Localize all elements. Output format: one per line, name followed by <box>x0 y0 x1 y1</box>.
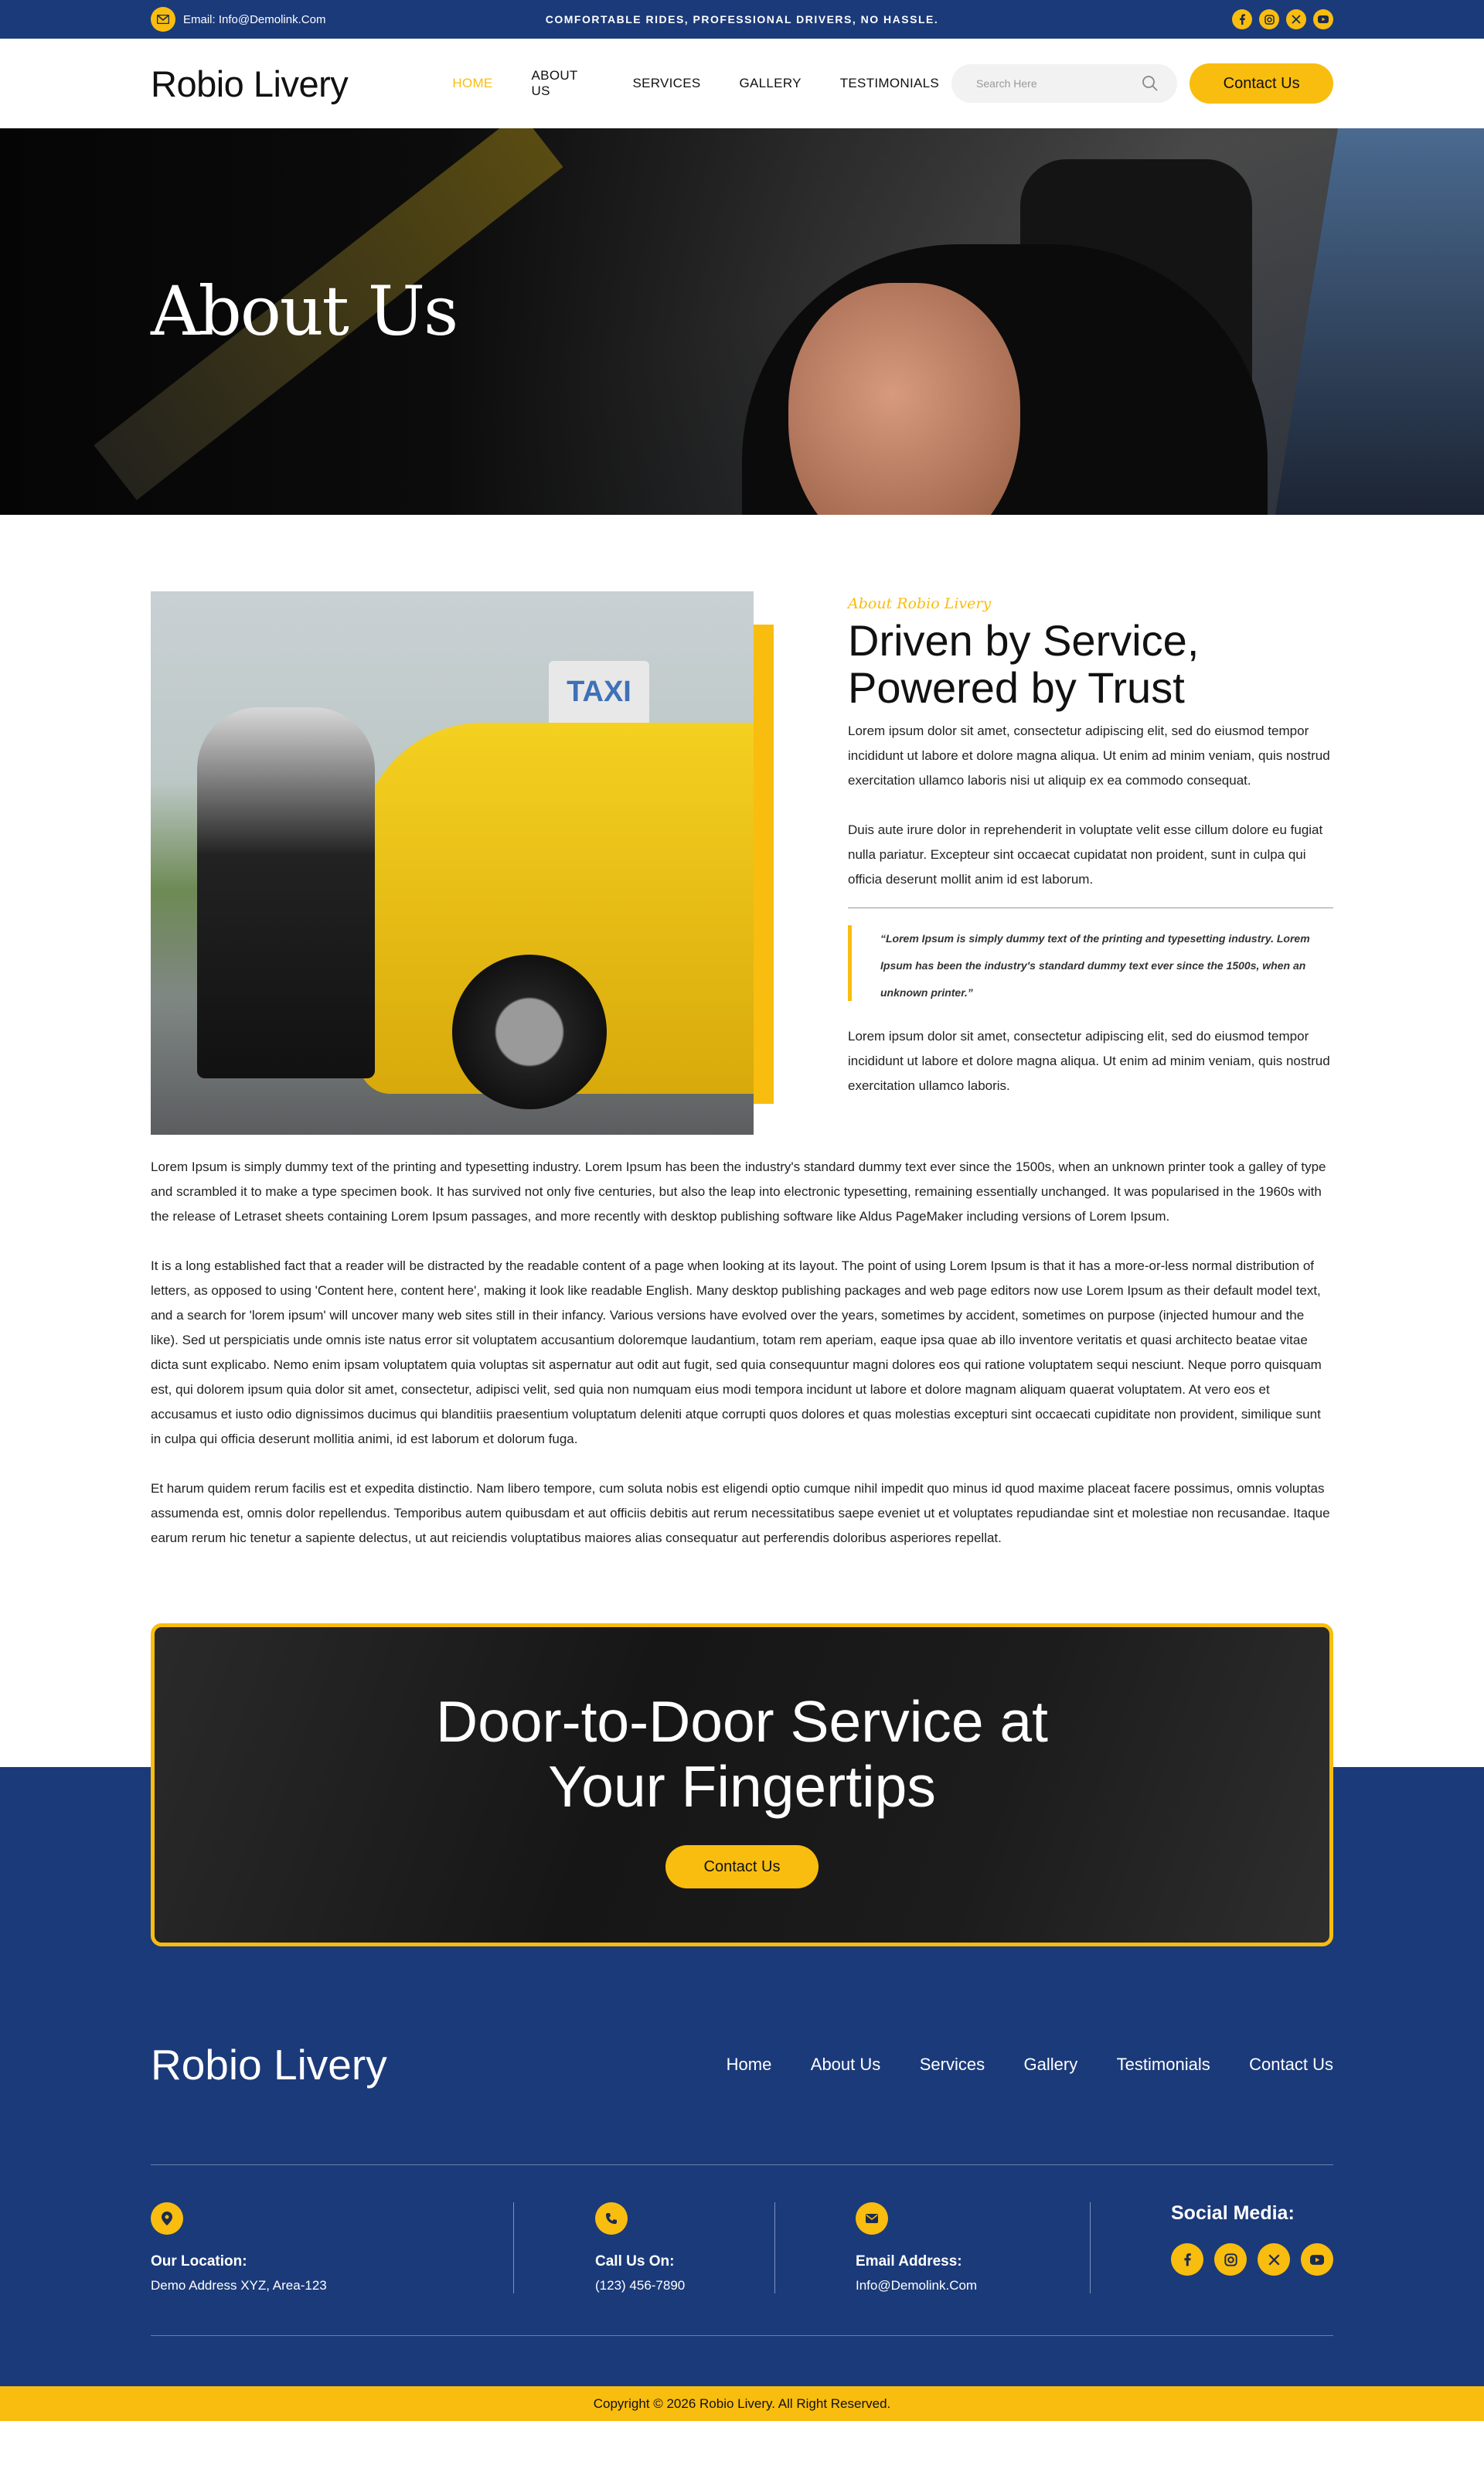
footer-email-value[interactable]: Info@Demolink.Com <box>856 2278 978 2293</box>
about-paragraph-3: Lorem ipsum dolor sit amet, consectetur adipiscing elit, sed do eiusmod tempor incididunt ut labore et dolore magna aliqua. Ut enim ad minim veniam, quis nostrud exercitation ullamco laboris. <box>848 1029 1330 1093</box>
about-long-paragraph-2: It is a long established fact that a reader will be distracted by the readable content of a page when looking at its layout. The point of using Lorem Ipsum is that it has a more-or-less normal distribution of letters, as opposed to using 'Content here, content here', making it look like readable English. Many desktop publishing packages and web page editors now use Lorem Ipsum as their default model text, and a search for 'lorem ipsum' will uncover many web sites still in their infancy. Various versions have evolved over the years, sometimes by accident, sometimes on purpose (injected humour and the like). Sed ut perspiciatis unde omnis iste natus error sit voluptatem accusantium doloremque laudantium, totam rem aperiam, eaque ipsa quae ab illo inventore veritatis et quasi architecto beatae vitae dicta sunt explicabo. Nemo enim ipsam voluptatem quia voluptas sit aspernatur aut odit aut fugit, sed quia consequuntur magni dolores eos qui ratione voluptatem sequi nesciunt. Neque porro quisquam est, qui dolorem ipsum quia dolor sit amet, consectetur, adipisci velit, sed quia non numquam eius modi tempora incidunt ut labore et dolore magnam aliquam quaerat voluptatem. At vero eos et accusamus et iusto odio dignissimos ducimus qui blanditiis praesentium voluptatum deleniti atque corrupti quos dolores et quas molestias excepturi sint occaecati cupiditate non provident, similique sunt in culpa qui officia deserunt mollitia animi, id est laborum et dolorum fuga. <box>151 1258 1322 1446</box>
nav-services[interactable]: SERVICES <box>632 76 701 90</box>
main-nav <box>452 68 978 99</box>
footer-nav-about-us[interactable]: About Us <box>810 2055 881 2074</box>
footer-nav-gallery[interactable]: Gallery <box>1023 2055 1078 2074</box>
cta-title-line-2: Your Fingertips <box>548 1754 936 1819</box>
taxi-roof-sign: TAXI <box>549 661 649 723</box>
footer-nav <box>691 2055 1333 2075</box>
footer-logo[interactable]: Robio Livery <box>151 2041 387 2089</box>
nav-gallery[interactable]: GALLERY <box>739 76 802 90</box>
footer-email-title: Email Address: <box>856 2253 962 2270</box>
search-box <box>951 64 1177 103</box>
nav-about-us[interactable]: ABOUT US <box>531 68 578 98</box>
footer-nav-testimonials[interactable]: Testimonials <box>1116 2055 1210 2074</box>
footer-email <box>775 2202 1090 2293</box>
cta-section <box>0 1623 1484 2007</box>
youtube-icon[interactable] <box>1301 2243 1333 2276</box>
hero-title: About Us <box>151 271 458 351</box>
cta-title-line-1: Door-to-Door Service at <box>436 1689 1048 1754</box>
about-heading: Driven by Service, Powered by Trust <box>848 616 1200 712</box>
about-image-accent-bar <box>753 625 774 1104</box>
cta-box <box>151 1623 1333 1946</box>
topbar-email[interactable] <box>151 7 460 32</box>
footer-location-value: Demo Address XYZ, Area-123 <box>151 2278 327 2293</box>
hero-bg-window <box>1275 128 1484 515</box>
passengers-shape <box>197 707 375 1078</box>
footer-info-row <box>151 2165 1333 2335</box>
facebook-icon[interactable] <box>1171 2243 1203 2276</box>
cta-contact-button[interactable]: Contact Us <box>665 1845 819 1888</box>
topbar-tagline: COMFORTABLE RIDES, PROFESSIONAL DRIVERS, NO HASSLE. <box>545 13 939 26</box>
footer-location-title: Our Location: <box>151 2253 247 2270</box>
footer-social-links <box>1171 2243 1333 2276</box>
site-logo[interactable]: Robio Livery <box>151 63 349 104</box>
topbar-social-links <box>1024 9 1333 29</box>
taxi-wheel-shape <box>452 955 607 1109</box>
envelope-icon <box>151 7 175 32</box>
about-image-wrap <box>151 591 776 1135</box>
about-text-column <box>848 591 1333 1135</box>
about-paragraph-1: Lorem ipsum dolor sit amet, consectetur adipiscing elit, sed do eiusmod tempor incididunt ut labore et dolore magna aliqua. Ut enim ad minim veniam, quis nostrud exercitation ullamco laboris nisi ut aliquip ex ea commodo consequat. <box>848 724 1330 788</box>
facebook-icon[interactable] <box>1232 9 1252 29</box>
footer-nav-home[interactable]: Home <box>726 2055 772 2074</box>
nav-home[interactable]: HOME <box>452 76 493 90</box>
site-header <box>0 39 1484 128</box>
footer-phone-value[interactable]: (123) 456-7890 <box>595 2278 686 2293</box>
youtube-icon[interactable] <box>1313 9 1333 29</box>
cta-title <box>155 1689 1329 1819</box>
footer-phone-title: Call Us On: <box>595 2253 675 2270</box>
site-footer <box>0 2007 1484 2421</box>
x-icon[interactable] <box>1258 2243 1290 2276</box>
search-icon[interactable] <box>1142 75 1159 92</box>
footer-nav-services[interactable]: Services <box>919 2055 985 2074</box>
topbar-email-text: Email: Info@Demolink.Com <box>183 12 326 26</box>
top-bar <box>0 0 1484 39</box>
copyright-bar: Copyright © 2026 Robio Livery. All Right Reserved. <box>0 2386 1484 2421</box>
about-divider <box>848 907 1333 908</box>
about-paragraph-2: Duis aute irure dolor in reprehenderit in voluptate velit esse cillum dolore eu fugiat nulla pariatur. Excepteur sint occaecat cupidatat non proident, sunt in culpa qui officia deserunt mollit anim id est laborum. <box>848 822 1323 887</box>
x-icon[interactable] <box>1286 9 1306 29</box>
search-input[interactable] <box>976 77 1142 90</box>
header-contact-button[interactable]: Contact Us <box>1190 63 1333 104</box>
phone-icon <box>595 2202 628 2235</box>
instagram-icon[interactable] <box>1214 2243 1247 2276</box>
instagram-icon[interactable] <box>1259 9 1279 29</box>
envelope-icon <box>856 2202 888 2235</box>
footer-nav-contact-us[interactable]: Contact Us <box>1249 2055 1333 2074</box>
footer-social <box>1091 2202 1333 2276</box>
footer-location <box>151 2202 513 2293</box>
hero-driver-face <box>788 283 1020 515</box>
about-long-paragraph-1: Lorem Ipsum is simply dummy text of the printing and typesetting industry. Lorem Ipsum has been the industry's standard dummy text ever since the 1500s, when an unknown printer took a galley of type and scrambled it to make a type specimen book. It has survived not only five centuries, but also the leap into electronic typesetting, remaining essentially unchanged. It was popularised in the 1960s with the release of Letraset sheets containing Lorem Ipsum passages, and more recently with desktop publishing software like Aldus PageMaker including versions of Lorem Ipsum. <box>151 1159 1326 1224</box>
map-pin-icon <box>151 2202 183 2235</box>
nav-testimonials[interactable]: TESTIMONIALS <box>839 76 940 90</box>
footer-social-title: Social Media: <box>1171 2202 1295 2224</box>
hero-banner <box>0 128 1484 515</box>
about-taxi-image <box>151 591 754 1135</box>
about-long-paragraph-3: Et harum quidem rerum facilis est et expedita distinctio. Nam libero tempore, cum soluta nobis est eligendi optio cumque nihil impedit quo minus id quod maxime placeat facere possimus, omnis voluptas assumenda est, omnis dolor repellendus. Temporibus autem quibusdam et aut officiis debitis aut rerum necessitatibus saepe eveniet ut et voluptates repudiandae sint et molestiae non recusandae. Itaque earum rerum hic tenetur a sapiente delectus, ut aut reiciendis voluptatibus maiores alias consequatur aut perferendis doloribus asperiores repellat. <box>151 1481 1330 1545</box>
about-section <box>0 515 1484 1551</box>
about-eyebrow: About Robio Livery <box>848 595 992 612</box>
about-quote: “Lorem Ipsum is simply dummy text of the printing and typesetting industry. Lorem Ipsum has been the industry's standard dummy text ever since the 1500s, when an unknown printer.” <box>848 925 1333 1001</box>
footer-phone <box>514 2202 774 2293</box>
